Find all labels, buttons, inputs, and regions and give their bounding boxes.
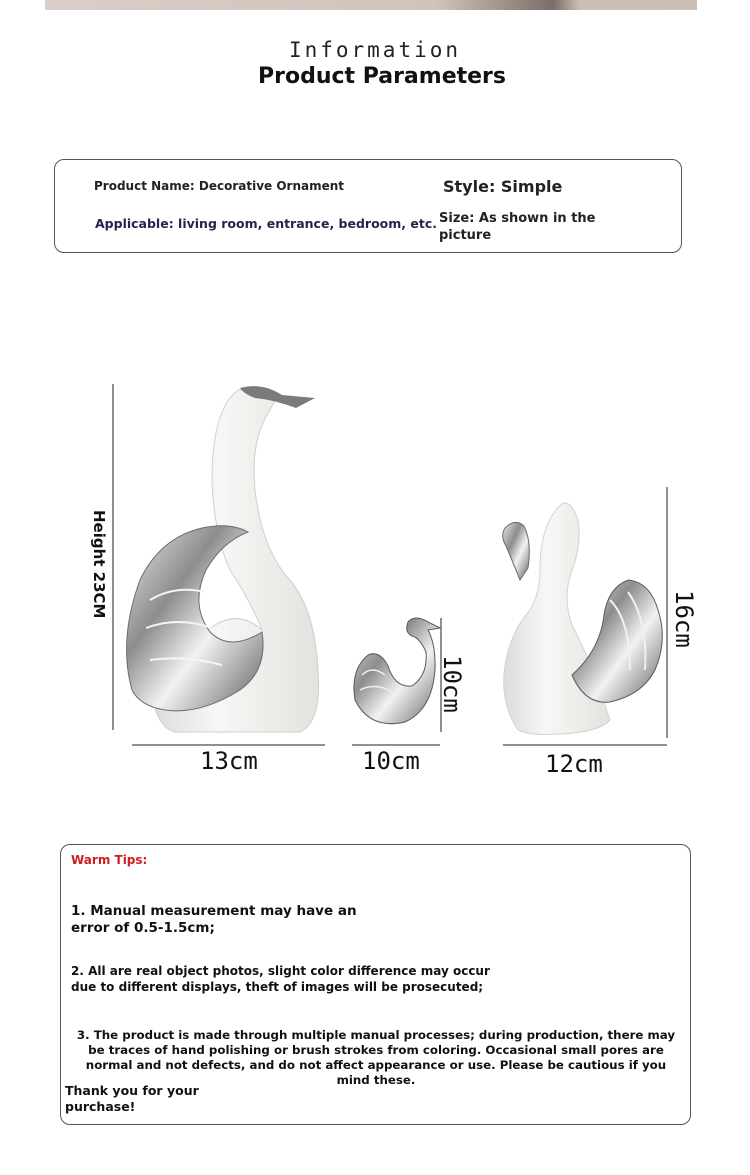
style-text: Style: Simple — [443, 177, 563, 196]
product-name-text: Product Name: Decorative Ornament — [94, 179, 345, 193]
large-height-label: Height 23CM — [90, 510, 108, 619]
information-heading: Information — [288, 38, 462, 62]
tip-2: 2. All are real object photos, slight color difference may occur due to different displays, theft of images will be prosecuted; — [71, 964, 490, 994]
top-banner-strip — [45, 0, 697, 10]
large-swan — [127, 386, 319, 732]
medium-width-label: 12cm — [545, 750, 603, 778]
product-dimension-figure — [0, 370, 750, 790]
medium-swan — [503, 503, 663, 735]
product-parameters-heading: Product Parameters — [257, 64, 506, 89]
small-height-label: 10cm — [438, 655, 466, 713]
applicable-text: Applicable: living room, entrance, bedroom, etc. — [95, 216, 437, 231]
medium-height-label: 16cm — [670, 590, 698, 648]
tip-1: 1. Manual measurement may have an error of 0.5-1.5cm; — [71, 903, 357, 936]
large-width-label: 13cm — [200, 747, 258, 775]
tip-3: 3. The product is made through multiple manual processes; during production, there may be traces of hand polishing or brush strokes from coloring. Occasional small pores are normal and not defects, and do not affect appearance or use. Please be cautious if you mind these. — [76, 1028, 676, 1087]
swan-ornaments-illustration — [0, 370, 750, 790]
warm-tips-title: Warm Tips: — [71, 853, 148, 867]
size-text: Size: As shown in the picture — [439, 211, 596, 243]
warm-tips-box — [60, 844, 691, 1125]
small-swan — [354, 618, 440, 724]
small-width-label: 10cm — [362, 747, 420, 775]
parameters-box — [54, 159, 682, 253]
thank-you-text: Thank you for your purchase! — [65, 1083, 199, 1114]
